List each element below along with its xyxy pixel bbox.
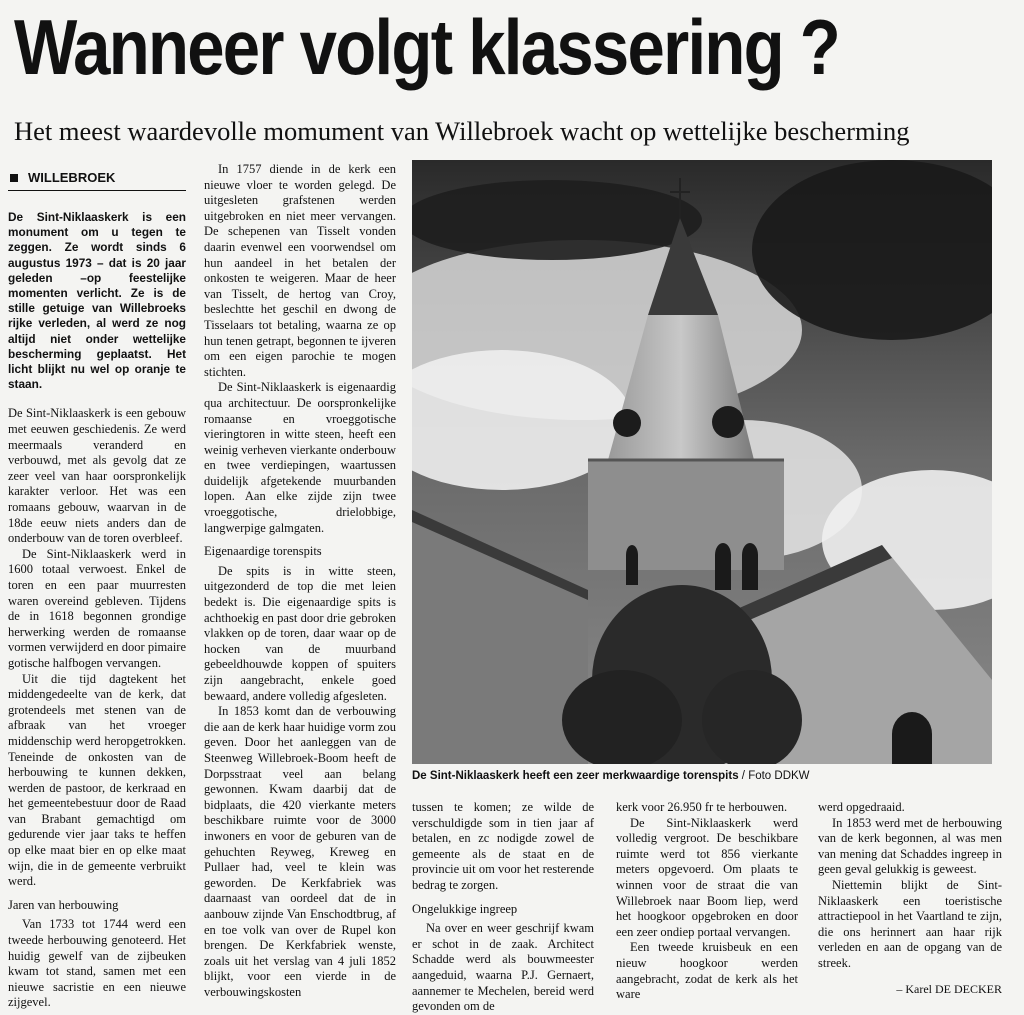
subheading: Jaren van herbouwing: [8, 897, 119, 912]
kicker-label: WILLEBROEK: [28, 170, 116, 185]
paragraph: Niettemin blijkt de Sint-Niklaaskerk een toeristische attractiepool in het Vaartland te zijn, die ons herinnert aan haar rijk verleden en aan de opgang van de streek.: [818, 877, 1002, 970]
section-kicker: [8, 168, 186, 191]
article-column-3: [412, 800, 594, 1015]
paragraph: In 1757 diende in de kerk een nieuwe vloer te worden gelegd. De uitgesleten grafstenen werden uitgebroken en niet meer vervangen. De schepenen van Tisselt vonden daarin evenwel een voorwendsel om hun aandeel in het betalen der onkosten te weigeren. Maar de heer van Tisselt, de hertog van Croy, beslechtte het geschil en dwong de Tisselaars tot betaling, waarna ze op hun tenen getrapt, begonnen te ijveren om een eigen parochie te mogen stichten.: [204, 162, 396, 379]
photo-caption: [412, 769, 992, 784]
paragraph: In 1853 werd met de herbouwing van de kerk begonnen, al was men van mening dat Schaddes ingreep in geen geval gelukkig is geweest.: [818, 815, 1002, 877]
paragraph: Van 1733 tot 1744 werd een tweede herbouwing genoteerd. Het huidig gewelf van de zijbeuken kwam tot stand, samen met een nieuwe sacristie en een nieuwe zijgevel.: [8, 917, 186, 1010]
subheading: Ongelukkige ingreep: [412, 901, 518, 916]
article-column-4: [616, 800, 798, 1003]
church-photo: [412, 160, 992, 764]
paragraph: Een tweede kruisbeuk en een nieuw hoogkoor werden aangebracht, zodat de kerk als het ware: [616, 940, 798, 1002]
caption-credit: / Foto DDKW: [738, 770, 810, 782]
paragraph: De Sint-Niklaaskerk is eigenaardig qua architectuur. De oorspronkelijke romaanse en vroeggotische vieringtoren in witte steen, heeft een weinig verheven vierkante onderbouw en twee verdiepingen, waartussen duidelijk afgetekende muurbanden lopen. Aan elke zijde zijn twee vroeggotische, drielobbige, langwerpige galmgaten.: [204, 380, 396, 535]
paragraph: De Sint-Niklaaskerk werd in 1600 totaal verwoest. Enkel de toren en een paar muurresten waren overeind gebleven. Tijdens de in 1618 begonnen grondige herwerking werden de romaanse vormen verwijderd en door pimaire gotische halfbogen vervangen.: [8, 546, 186, 670]
church-tower-illustration: [412, 160, 992, 764]
caption-text: De Sint-Niklaaskerk heeft een zeer merkwaardige torenspits: [412, 770, 739, 782]
subheading: Eigenaardige torenspits: [204, 544, 322, 559]
paragraph: Uit die tijd dagtekent het middengedeelte van de kerk, dat grotendeels met stenen van de afbraak van het vroeger middenschip werd heropgetrokken. Teneinde de onkosten van de herbouwing te kunnen dekken, werden de pastoor, de kerkraad en het gemeentebestuur door de Raad van Brabant gemachtigd om gedurende vier jaar taks te heffen op elke maat bier en op elke maat wijn, die in de gemeente verbruikt werd.: [8, 671, 186, 889]
headline: Wanneer volgt klassering ?: [14, 3, 840, 91]
paragraph: In 1853 komt dan de verbouwing die aan de kerk haar huidige vorm zou geven. Door het aanleggen van de Steenweg Willebroek-Boom heeft de Dorpsstraat veel aan belang gewonnen. Kwam daarbij dat de bidplaats, die 420 vierkante meters beschikbare ruimte voor de 3000 inwoners en voor de geburen van de gehuchten Reyweg, Kreweg en Pullaer had, veel te klein was geworden. De Kerkfabriek was daarnaast van oordeel dat de in aanbouw zijnde Van Enschodtbrug, af en toe volk van over de Rupel kon brengen. De Kerkfabriek wenste, zoals uit het verslag van 4 juli 1852 blijkt, voor een vierde in de verbouwingskosten: [204, 704, 396, 999]
paragraph: De Sint-Niklaaskerk werd volledig vergroot. De beschikbare ruimte werd tot 856 vierkante meters opgevoerd. Om plaats te winnen voor de straat die van Willebroek naar Boom liep, werd het hoogkoor opgebroken en door een zeer ondiep portaal vervangen.: [616, 815, 798, 939]
article-column-5: [818, 800, 1002, 972]
byline: – Karel DE DECKER: [896, 982, 1002, 996]
paragraph: De spits is in witte steen, uitgezonderd de top die met leien bedekt is. Die eigenaardige spits is achthoekig en past door drie gebroken vlakken op de toren, daar waar op de hocken van de muurband gebeeldhouwde koppen of spuiters zijn aangebracht, enkele goed bewaard, andere volledig afgesleten.: [204, 563, 396, 703]
paragraph: Na over en weer geschrijf kwam er schot in de zaak. Architect Schadde werd als bouwmeester aangeduid, waarna P.J. Gernaert, aannemer te Mechelen, bereid werd gevonden om de: [412, 921, 594, 1014]
article-lead: De Sint-Niklaaskerk is een monument om u tegen te zeggen. Ze wordt sinds 6 augustus 1973 – dat is 20 jaar geleden –op feestelijke momenten verlicht. Ze is de stille getuige van Willebroeks rijke verleden, al werd ze nog altijd niet onder wettelijke bescherming geplaatst. Het licht blijkt nu wel op oranje te staan.: [8, 210, 186, 392]
article-column-1: [8, 210, 186, 1011]
paragraph: tussen te komen; ze wilde de verschuldigde som in tien jaar af betalen, en zc nodigde zowel de gemeente als de staat en de provincie uit om voor het resterende bedrag te zorgen.: [412, 800, 594, 892]
paragraph: kerk voor 26.950 fr te herbouwen.: [616, 800, 788, 814]
paragraph: werd opgedraaid.: [818, 800, 905, 814]
article-column-2: [204, 162, 396, 1000]
kicker-square-icon: [10, 174, 18, 182]
paragraph: De Sint-Niklaaskerk is een gebouw met eeuwen geschiedenis. Ze werd meermaals veranderd en verbouwd, met als gevolg dat ze zeer veel van haar oorspronkelijk karakter verloor. Het was een romaans gebouw, waarvan in de 18de eeuw niets anders dan de onderbouw van de toren overbleef.: [8, 406, 186, 546]
subheadline: Het meest waardevolle momument van Willebroek wacht op wettelijke bescherming: [14, 116, 910, 146]
